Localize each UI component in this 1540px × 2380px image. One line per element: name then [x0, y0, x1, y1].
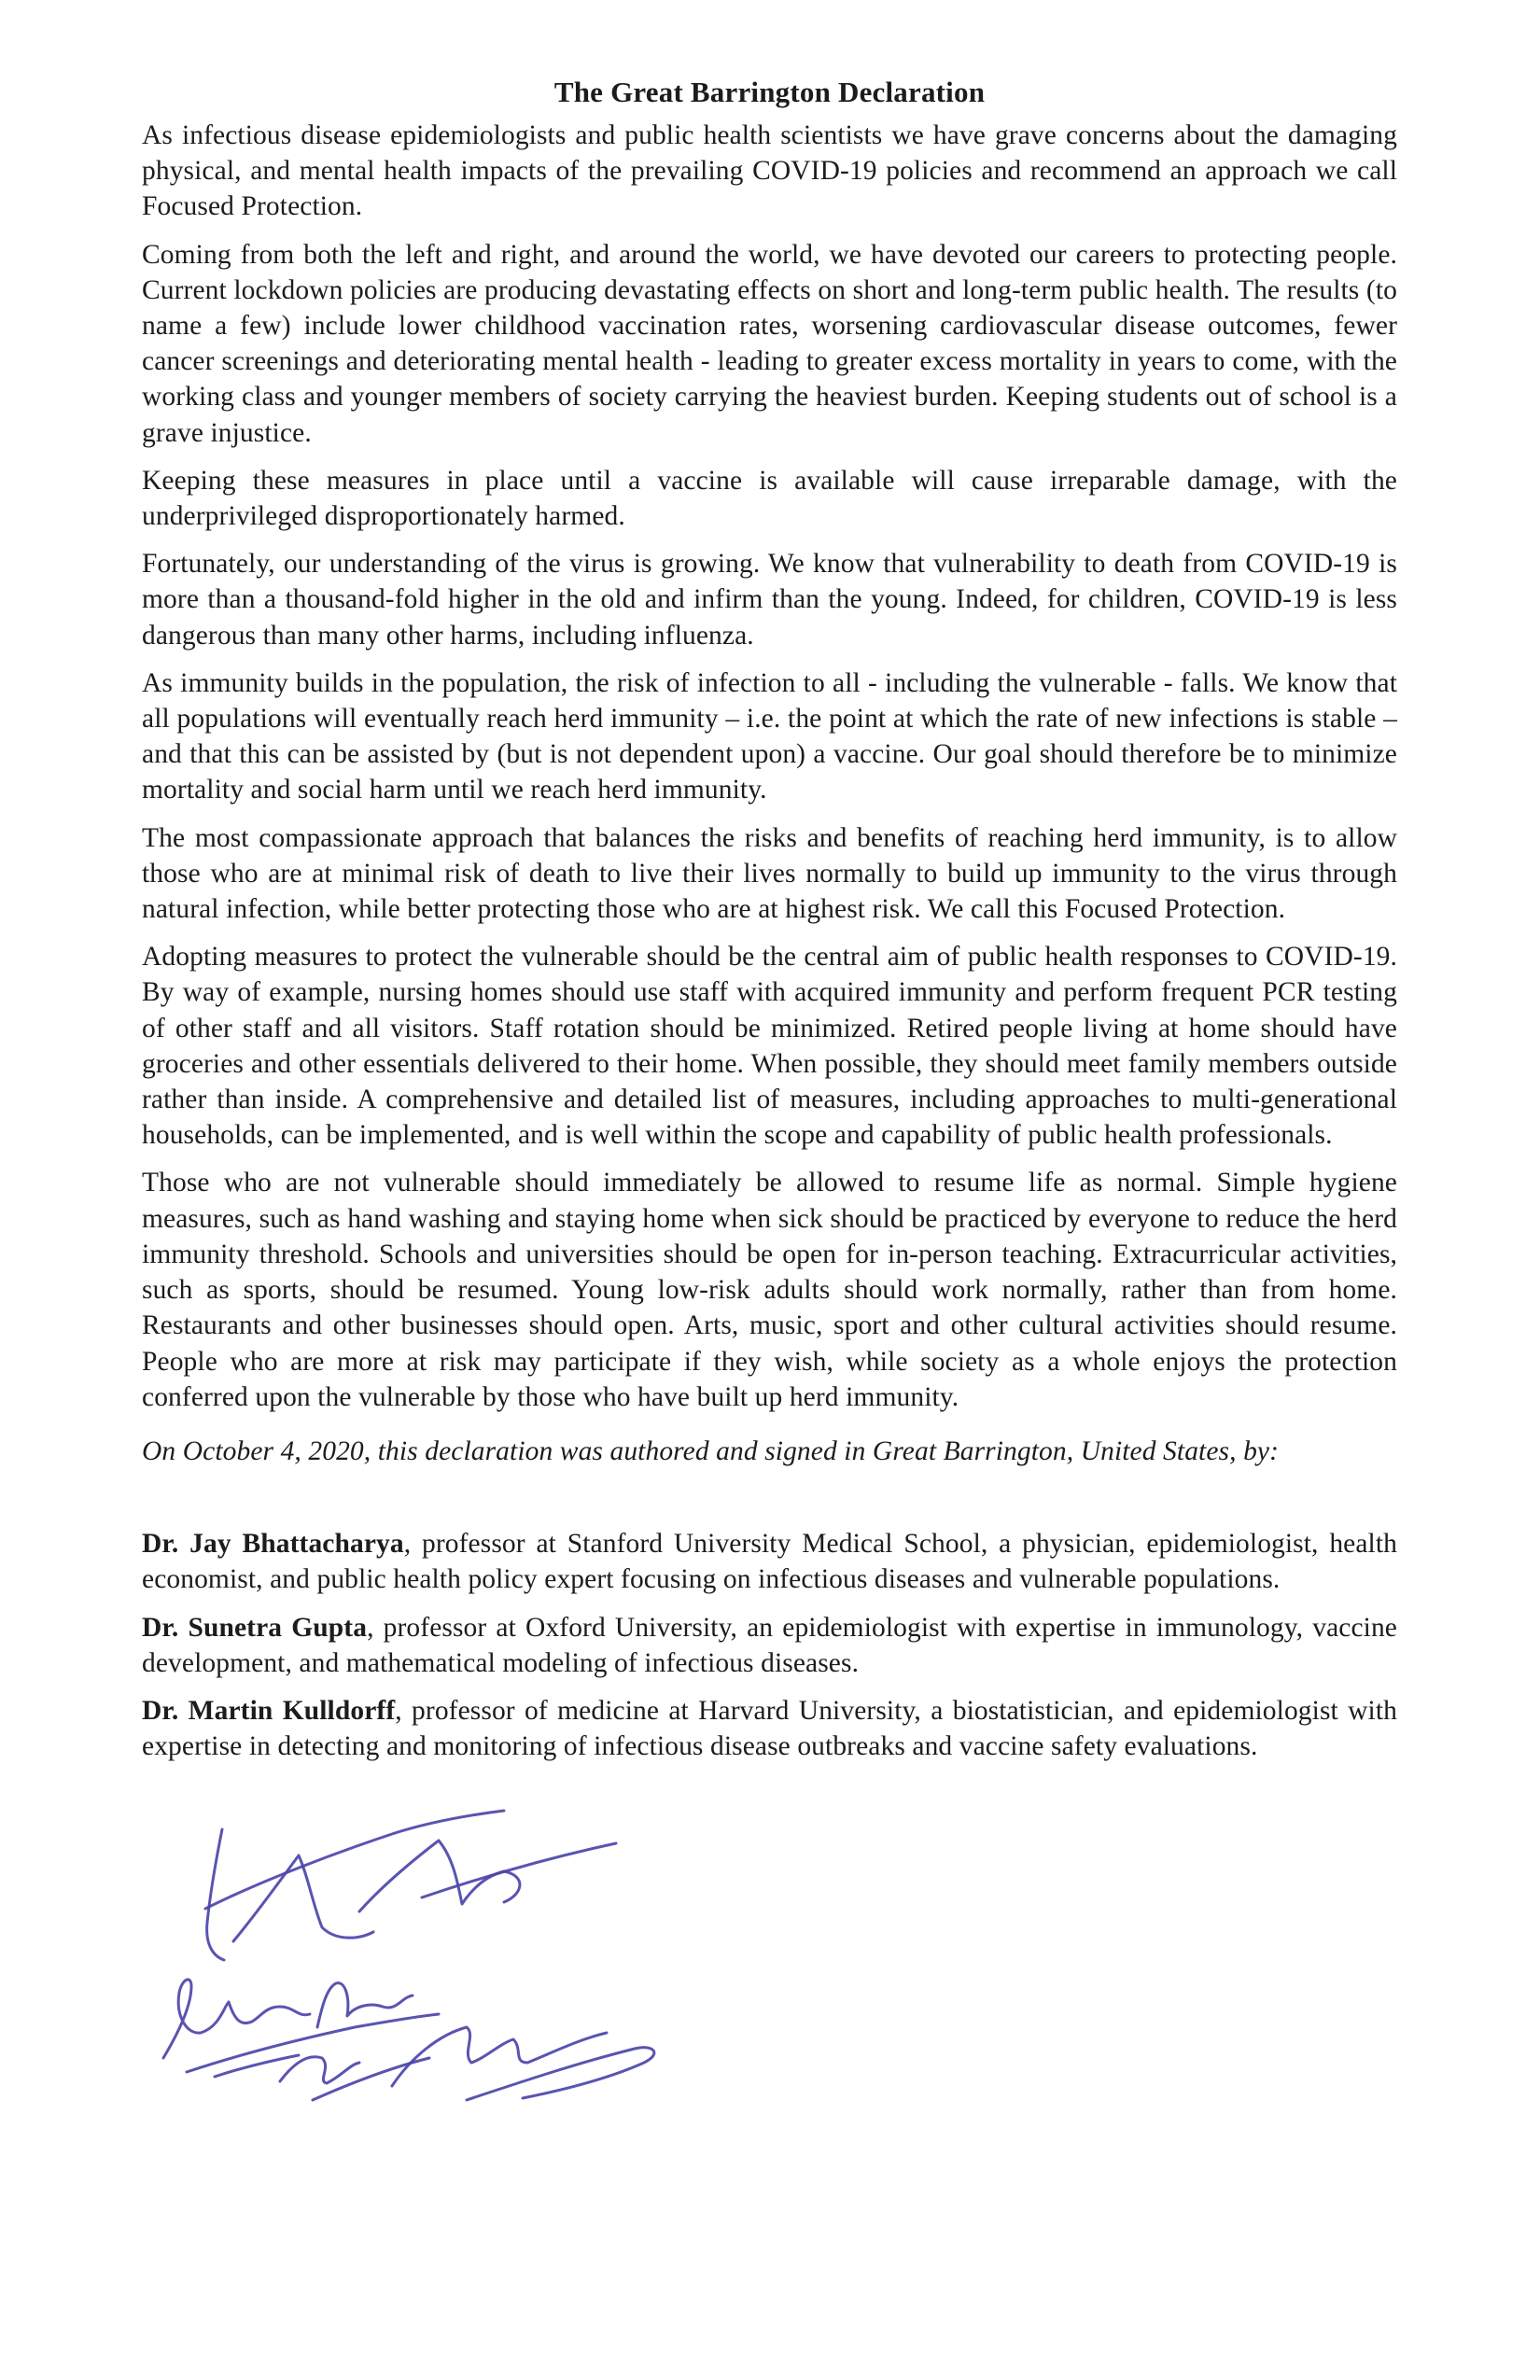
paragraph-lockdown-harms: Coming from both the left and right, and around the world, we have devoted our careers to protecting people. Current lockdown policies are producing devastating effects on short and long-term public health. The results (to name a few) include lower childhood vaccination rates, worsening cardiovascular disease outcomes, fewer cancer screenings and deteriorating mental health - leading to greater excess mortality in years to come, with the working class and younger members of society carrying the heaviest burden. Keeping students out of school is a grave injustice. [142, 239, 1397, 448]
paragraph-irreparable-damage: Keeping these measures in place until a vaccine is available will cause irreparable damage, with the underprivileged disproportionately harmed. [142, 465, 1397, 532]
closing-statement: On October 4, 2020, this declaration was authored and signed in Great Barrington, United States, by: [142, 1435, 1280, 1466]
declaration-page [142, 75, 1397, 1776]
signer-description: , professor at Oxford University, an epidemiologist with expertise in immunology, vaccine development, and mathematical modeling of infectious diseases. [142, 1612, 1397, 1678]
signer-name: Dr. Martin Kulldorff [142, 1695, 396, 1726]
signer-gupta [142, 1610, 1397, 1681]
document-title: The Great Barrington Declaration [553, 76, 986, 108]
paragraph-focused-protection: The most compassionate approach that balances the risks and benefits of reaching herd immunity, is to allow those who are at minimal risk of death to live their lives normally to build up immunity to the virus through natural infection, while better protecting those who are at highest risk. We call this Focused Protection. [142, 822, 1397, 925]
paragraph-understanding-virus: Fortunately, our understanding of the virus is growing. We know that vulnerability to death from COVID-19 is more than a thousand-fold higher in the old and infirm than the young. Indeed, for children, COVID-19 is less dangerous than many other harms, including influenza. [142, 549, 1397, 651]
signer-description: , professor at Stanford University Medical School, a physician, epidemiologist, health economist, and public health policy expert focusing on infectious diseases and vulnerable populations. [142, 1529, 1397, 1595]
signature-bhattacharya-icon [205, 1811, 616, 1960]
signer-name: Dr. Sunetra Gupta [142, 1612, 368, 1643]
paragraph-intro: As infectious disease epidemiologists and public health scientists we have grave concerns about the damaging physical, and mental health impacts of the prevailing COVID-19 policies and recommend an approach we call Focused Protection. [142, 120, 1397, 222]
signature-gupta-icon [163, 1980, 439, 2072]
signer-bhattacharya [142, 1526, 1397, 1597]
signer-kulldorff [142, 1693, 1397, 1764]
signature-space [142, 1481, 1397, 1526]
paragraph-herd-immunity: As immunity builds in the population, the risk of infection to all - including the vulnerable - falls. We know that all populations will eventually reach herd immunity – i.e. the point at which the rate of new infections is stable – and that this can be assisted by (but is not dependent upon) a vaccine. Our goal should therefore be to minimize mortality and social harm until we reach herd immunity. [142, 667, 1397, 805]
signature-kulldorff-icon [215, 2027, 654, 2100]
signer-name: Dr. Jay Bhattacharya [142, 1529, 404, 1560]
paragraph-protect-vulnerable: Adopting measures to protect the vulnerable should be the central aim of public health responses to COVID-19. By way of example, nursing homes should use staff with acquired immunity and perform frequent PCR testing of other staff and all visitors. Staff rotation should be minimized. Retired people living at home should have groceries and other essentials delivered to their home. When possible, they should meet family members outside rather than inside. A comprehensive and detailed list of measures, including approaches to multi-generational households, can be implemented, and is well within the scope and capability of public health professionals. [142, 942, 1397, 1151]
signer-description: , professor of medicine at Harvard University, a biostatistician, and epidemiologist with expertise in detecting and monitoring of infectious disease outbreaks and vaccine safety evaluations. [142, 1695, 1397, 1762]
paragraph-resume-life: Those who are not vulnerable should immediately be allowed to resume life as normal. Simple hygiene measures, such as hand washing and staying home when sick should be practiced by everyone to reduce the herd immunity threshold. Schools and universities should be open for in-person teaching. Extracurricular activities, such as sports, should be resumed. Young low-risk adults should work normally, rather than from home. Restaurants and other businesses should open. Arts, music, sport and other cultural activities should resume. People who are more at risk may participate if they wish, while society as a whole enjoys the protection conferred upon the vulnerable by those who have built up herd immunity. [142, 1168, 1397, 1412]
